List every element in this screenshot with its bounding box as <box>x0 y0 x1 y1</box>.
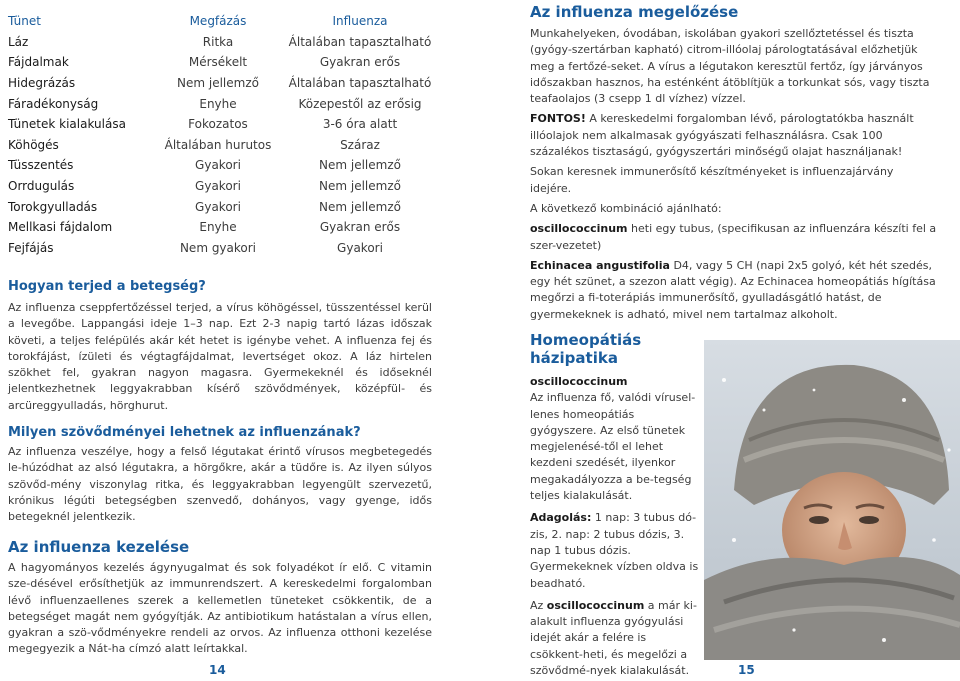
also-prefix: Az <box>530 598 547 612</box>
fontos-label: FONTOS! <box>530 112 586 126</box>
table-cell: Tünetek kialakulása <box>8 117 126 132</box>
table-row <box>8 52 432 73</box>
table-row <box>8 155 432 176</box>
treatment-heading: Az influenza kezelése <box>8 538 190 556</box>
table-row <box>8 135 432 156</box>
dosage-label: Adagolás: <box>530 511 592 525</box>
complications-text: Az influenza veszélye, hogy a felső légutakat érintő vírusos megbetegedés le-húzódhat az alsó légutakra, a hörgőkre, akár a tüdőre is. Az ilyen súlyos szövőd-mény viszonylag ritka, és leggyakrabban legyengült szervezetű, krónikus légúti betegségben szenvedő, dohányos, vagy gyenge, idős betegeknél jelentkezik. <box>8 445 432 524</box>
spread-section <box>8 279 432 414</box>
table-cell: 3-6 óra alatt <box>322 117 398 132</box>
table-cell: Hidegrázás <box>8 76 76 91</box>
prevention-section <box>530 3 938 327</box>
also-paragraph <box>530 598 702 679</box>
symptom-table <box>8 11 432 258</box>
table-header-cell: Influenza <box>332 14 388 29</box>
table-cell: Köhögés <box>8 137 59 152</box>
fontos-paragraph <box>530 111 938 160</box>
table-cell: Enyhe <box>199 220 237 235</box>
prevention-heading: Az influenza megelőzése <box>530 3 739 21</box>
fontos-text: A kereskedelmi forgalomban lévő, párologtatókba használt illóolajok nem alkalmasak gyógyászati felhasználásra. Csak 100 százalékos tisztaságú, gyógyszertári minőségű olajat használjanak! <box>530 112 914 159</box>
page-number-left: 14 <box>209 663 226 677</box>
spread-text: Az influenza cseppfertőzéssel terjed, a vírus köhögéssel, tüsszentéssel kerül a levegőbe. Lappangási ideje 1–3 nap. Ezt 2-3 napig tartó lázas időszak követi, a teljes felépülés akár két hetet is igénybe vehet. A influenza fej és torokfájást, ízületi és végtagfájdalmat, levertséget okoz. A láz hirtelen szökhet fel, gyakran nagyon magasra. Gyermekeknél és időseknél jelentkezhetnek leggyakrabban kísérő szövődmények, középfül- és arcüreggyulladás, hörghurut. <box>8 301 432 412</box>
echinacea-paragraph <box>530 258 938 323</box>
table-body <box>8 32 432 259</box>
combo-paragraph: A következő kombináció ajánlható: <box>530 201 722 215</box>
homeopathy-heading: Homeopátiás házipatika <box>530 331 642 367</box>
table-cell: Ritka <box>202 34 234 49</box>
dosage-text: 1 nap: 3 tubus dó-zis, 2. nap: 2 tubus dózis, 3. nap 1 tubus dózis. Gyermekeknek vízben oldva is beadható. <box>530 511 699 590</box>
table-cell: Gyakori <box>195 158 241 173</box>
prevention-body <box>530 26 938 323</box>
table-cell: Gyakori <box>337 240 383 255</box>
table-cell: Gyakran erős <box>319 55 401 70</box>
osc-paragraph <box>530 221 938 254</box>
homeopathy-text: Az influenza fő, valódi vírusel-lenes homeopátiás gyógyszere. Az első tünetek megjelenésé-től el lehet kezdeni szedését, ilyenkor megakadályozza a be-tegség teljes kialakulását. <box>530 391 696 503</box>
table-row <box>8 176 432 197</box>
table-cell: Nem jellemző <box>319 158 401 173</box>
table-cell: Gyakran erős <box>319 220 401 235</box>
table-cell: Fáradékonyság <box>8 96 99 111</box>
photo-illustration <box>704 340 960 660</box>
treatment-section <box>8 538 432 658</box>
table-cell: Gyakori <box>195 199 241 214</box>
table-row <box>8 196 432 217</box>
table-cell: Tüsszentés <box>8 158 74 173</box>
also-text: a már ki-alakult influenza gyógyulási idejét akár a felére is csökkent-heti, és megelőzi a szövődmé-nyek kialakulását. <box>530 598 697 678</box>
table-row <box>8 93 432 114</box>
osc-text: heti egy tubus, (specifikusan az influenzára készíti fel a szer-vezetet) <box>530 222 937 252</box>
table-header-cell: Tünet <box>8 14 41 29</box>
table-row <box>8 114 432 135</box>
vaccine-paragraph: Sokan keresnek immunerősítő készítményeket is influenzajárvány idejére. <box>530 165 894 195</box>
table-cell: Orrdugulás <box>8 179 75 194</box>
complications-section <box>8 425 432 525</box>
osc-label: oscillococcinum <box>530 222 628 236</box>
table-header-row <box>8 11 432 32</box>
table-cell: Általában tapasztalható <box>288 34 432 49</box>
homeopathy-subheading: oscillococcinum <box>530 375 628 388</box>
also-label: oscillococcinum <box>546 598 645 612</box>
dosage-paragraph <box>530 510 702 591</box>
page-number-right: 15 <box>738 663 755 677</box>
echinacea-text: D4, vagy 5 CH (napi 2x5 golyó, két hét szedés, egy hét szünet, a szezon alatt végig). Az Echinacea homeopátiás hígítása megőrzi a fi-toterápiás immunerősítő, gyulladásgátló hatást, de gyermekeknek is adható, mivel nem tartalmaz alkoholt. <box>530 258 936 321</box>
table-cell: Általában hurutos <box>164 137 272 152</box>
echinacea-label: Echinacea angustifolia <box>530 258 670 272</box>
winter-person-photo-icon <box>704 340 960 660</box>
table-cell: Fejfájás <box>8 240 54 255</box>
prevention-paragraph: Munkahelyeken, óvodában, iskolában gyakori szellőztetéssel és tiszta (gyógy-szertárban kapható) citrom-illóolaj párologtatásával előzhetjük meg a fertőzé-seket. A vírus a légutakon keresztül fertőz, így járványos időszakban hasznos, ha esténként átöblítjük a torkunkat sós, vagy tiszta teafaolajos (3 csepp 1 dl vízhez) vízzel. <box>530 27 930 106</box>
spread-heading: Hogyan terjed a betegség? <box>8 279 206 294</box>
homeopathy-section <box>530 331 702 681</box>
treatment-text: A hagyományos kezelés ágynyugalmat és sok folyadékot ír elő. C vitamin sze-désével erősíthetjük az immunrendszert. A kereskedelmi forgalomban lévő influenzaellenes szerek a kellemetlen tüneteket csökkentik, de a betegséget magát nem gyógyítják. Az antibiotikum hatástalan a vírus ellen, gyakran a szö-vődményekre rendeli az orvos. Az influenza otthoni kezelése megegyezik a Nát-ha címzó alatt leírtakkal. <box>8 561 432 656</box>
table-cell: Enyhe <box>199 96 237 111</box>
table-row <box>8 217 432 238</box>
table-cell: Láz <box>8 34 29 49</box>
table-row <box>8 238 432 259</box>
table-header-cell: Megfázás <box>189 14 247 29</box>
table-row <box>8 73 432 94</box>
table-cell: Száraz <box>340 137 380 152</box>
table-cell: Közepestől az erősig <box>298 96 422 111</box>
table-cell: Nem jellemző <box>177 76 259 91</box>
table-cell: Mellkasi fájdalom <box>8 220 113 235</box>
table-cell: Torokgyulladás <box>8 199 98 214</box>
complications-heading: Milyen szövődményei lehetnek az influenzának? <box>8 425 361 440</box>
table-cell: Nem gyakori <box>179 240 257 255</box>
table-cell: Nem jellemző <box>319 179 401 194</box>
table-cell: Fokozatos <box>188 117 248 132</box>
table-cell: Általában tapasztalható <box>288 76 432 91</box>
table-cell: Nem jellemző <box>319 199 401 214</box>
table-row <box>8 32 432 53</box>
table-cell: Mérsékelt <box>188 55 248 70</box>
table-cell: Gyakori <box>195 179 241 194</box>
table-cell: Fájdalmak <box>8 55 69 70</box>
